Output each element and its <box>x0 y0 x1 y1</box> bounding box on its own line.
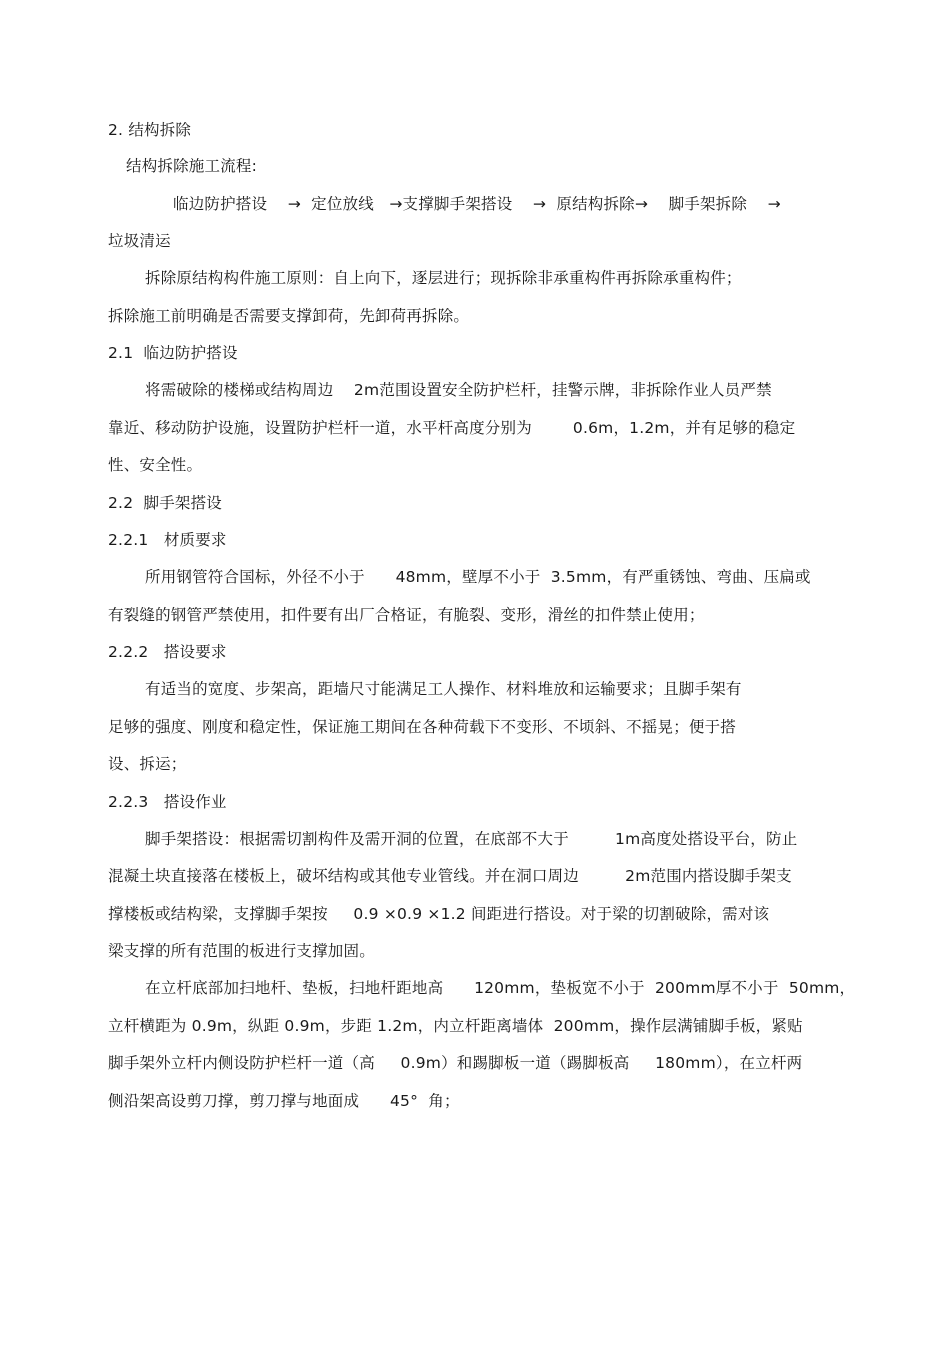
paragraph-line: 靠近、移动防护设施，设置防护栏杆一道，水平杆高度分别为 0.6m，1.2m，并有足够的稳定 <box>108 419 796 437</box>
paragraph-line: 足够的强度、刚度和稳定性，保证施工期间在各种荷载下不变形、不顷斜、不摇晃；便于搭 <box>108 718 737 736</box>
paragraph-line: 混凝土块直接落在楼板上，破坏结构或其他专业管线。并在洞口周边 2m范围内搭设脚手架支 <box>108 867 792 885</box>
section-heading: 2. 结构拆除 <box>108 121 192 139</box>
paragraph-line: 在立杆底部加扫地杆、垫板，扫地杆距地高 120mm，垫板宽不小于 200mm厚不小于 50mm， <box>145 979 856 997</box>
paragraph-line: 性、安全性。 <box>108 456 203 474</box>
paragraph-line: 梁支撑的所有范围的板进行支撑加固。 <box>108 942 375 960</box>
section-heading: 2.2 脚手架搭设 <box>108 494 223 512</box>
paragraph-line: 设、拆运； <box>108 755 187 773</box>
paragraph-line: 结构拆除施工流程: <box>126 157 258 175</box>
paragraph-line: 脚手架外立杆内侧设防护栏杆一道（高 0.9m）和踢脚板一道（踢脚板高 180mm），在立杆两 <box>108 1054 803 1072</box>
section-heading: 2.1 临边防护搭设 <box>108 344 238 362</box>
paragraph-line: 拆除施工前明确是否需要支撑卸荷，先卸荷再拆除。 <box>108 307 470 325</box>
paragraph-line: 有适当的宽度、步架高，距墙尺寸能满足工人操作、材料堆放和运输要求；且脚手架有 <box>145 680 742 698</box>
paragraph-line: 拆除原结构构件施工原则：自上向下，逐层进行；现拆除非承重构件再拆除承重构件； <box>145 269 742 287</box>
paragraph-line: 将需破除的楼梯或结构周边 2m范围设置安全防护栏杆，挂警示牌，非拆除作业人员严禁 <box>145 381 772 399</box>
paragraph-line: 有裂缝的钢管严禁使用，扣件要有出厂合格证，有脆裂、变形，滑丝的扣件禁止使用； <box>108 606 705 624</box>
paragraph-line: 脚手架搭设：根据需切割构件及需开洞的位置，在底部不大于 1m高度处搭设平台，防止 <box>145 830 798 848</box>
paragraph-line: 撑楼板或结构梁，支撑脚手架按 0.9 ×0.9 ×1.2 间距进行搭设。对于梁的切割破除，需对该 <box>108 905 770 923</box>
paragraph-line: 侧沿架高设剪刀撑，剪刀撑与地面成 45° 角； <box>108 1092 460 1110</box>
section-heading: 2.2.1 材质要求 <box>108 531 227 549</box>
section-heading: 2.2.3 搭设作业 <box>108 793 227 811</box>
flow-line: 垃圾清运 <box>108 232 171 250</box>
flow-line: 临边防护搭设 → 定位放线 →支撑脚手架搭设 → 原结构拆除→ 脚手架拆除 → <box>173 195 781 213</box>
section-heading: 2.2.2 搭设要求 <box>108 643 227 661</box>
paragraph-line: 所用钢管符合国标，外径不小于 48mm，壁厚不小于 3.5mm，有严重锈蚀、弯曲、压扁或 <box>145 568 811 586</box>
paragraph-line: 立杆横距为 0.9m，纵距 0.9m，步距 1.2m，内立杆距离墙体 200mm，操作层满铺脚手板，紧贴 <box>108 1017 803 1035</box>
